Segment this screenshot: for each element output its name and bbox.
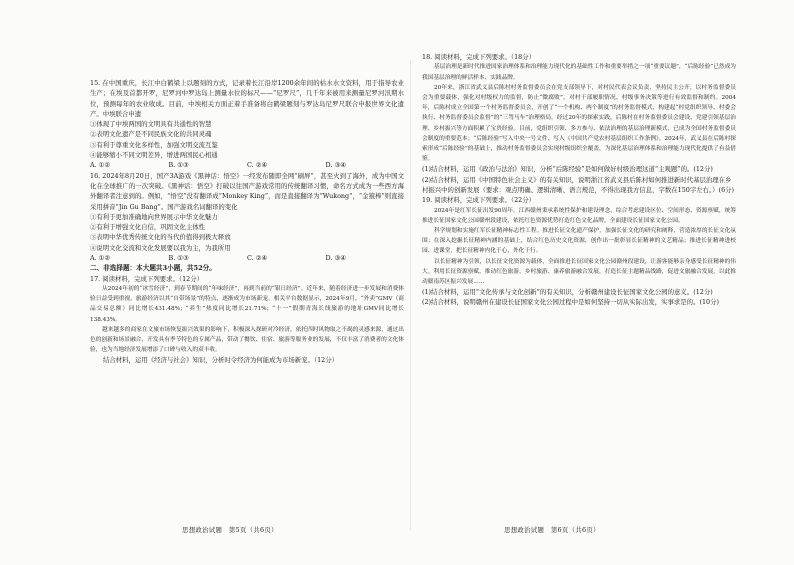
q17-material-para-2: 越来越多的商家在文旅市场恢复振兴效果的影响下，积极深入探研对冷经济，依托四时风物取之不竭的灵感来源，通过出色的创新和场景融合，开发具有季节特色的专属产品，带动了餐饮、住宿、旅游等服务业的发展，不仅丰富了消费者的文化体验，也为当地经济发展增添了口碑与收入的双丰收。 — [90, 326, 404, 354]
q19-ask-1: (1)结合材料，运用“文化传承与文化创新”的有关知识，分析赣州建设长征国家文化公园的意义。(12分) — [422, 288, 713, 297]
q17-material — [90, 284, 404, 355]
q15-item-1: ①体现了中埃两国的文明具有共通性的智慧 — [90, 120, 212, 129]
right-page-footer: 思想政治试题 第6页（共6页） — [504, 526, 600, 534]
q19-material-para-1: 2024年是红军长征出发90周年。江西赣州秉承系统性保护和建设理念，综合考虑建设区位、空间形态、资源禀赋，统筹推进长征国家文化公园赣州段建设，依托红色资源优势打造红色文化品牌，全面建设长征国家文化公园。 — [422, 207, 736, 224]
q16-stem: 16. 2024年8月20日，国产3A游戏《黑神话：悟空》一经发布随即全网“刷屏”，甚至火到了海外，成为中国文化在全球推广的一次突破。《黑神话：悟空》打破以往国产游戏常用的传统翻译习惯，命名方式成为一些西方海外翻译者注意到的。例如，“悟空”没有翻译成“Monkey King”，而是直接翻译为“Wukong”，“金箍棒”则直接采用拼音“Jin Gu Bang”。国产游戏名词翻译的变化 — [90, 171, 404, 211]
q16-item-2: ②有利于增强文化自信，巩固文化主体性 — [90, 223, 206, 232]
q19-material — [422, 206, 736, 288]
q16-options — [90, 253, 404, 263]
q17-material-para-1: 从2024年初的“冰雪经济”，到春节期间的“年味经济”，再到当前的“银日经济”。近年来，随着经济进一步发展和消费体验日益受到重视，旅游经济以其“自带场景”的特点，逐渐成为市场新宠。相关平台数据显示，2024年9月，“外卖”GMV（商品交易总额）同比增长431.48%；“养生”热度同比增长21.71%；“十一”假期青海长线旅游的地址GMV同比增长138.43%。 — [90, 285, 404, 323]
q17-title: 17. 阅读材料，完成下列要求。（12分） — [90, 274, 203, 283]
q18-ask-1: (1)结合材料，运用《政治与法治》知识，分析“后陈经验”是如何做好村级治理这道“主观题”的。(12分) — [422, 165, 713, 174]
q16-item-1: ①有利于更加准确地向世界展示中华文化魅力 — [90, 212, 218, 221]
q15-option-b: B. ①③ — [168, 161, 189, 170]
q15-option-c: C. ②④ — [247, 161, 268, 170]
left-page-footer: 思想政治试题 第5页（共6页） — [182, 526, 278, 534]
q19-title: 19. 阅读材料，完成下列要求。（22分） — [422, 196, 535, 205]
q18-title: 18. 阅读材料，完成下列要求。（18分） — [422, 53, 535, 61]
question-15 — [90, 78, 404, 160]
q16-item-3: ③表明中华优秀传统文化的当代价值得到极大释放 — [90, 233, 231, 242]
q15-item-4: ④能够缩小不同文明差异，增进两国民心相通 — [90, 151, 218, 160]
q15-option-d: D. ③④ — [325, 161, 346, 170]
q16-option-a: A. ①② — [90, 254, 111, 263]
q16-option-c: C. ②④ — [247, 254, 268, 263]
q15-options — [90, 160, 404, 170]
q18-ask-2: (2)结合材料，运用《中国特色社会主义》的有关知识，说明浙江省武义县后陈村如何推进新时代基层治理在乡村振兴中的创新发展（要求：观点明确、逻辑清晰、语言规范，不得出现我方信息，字数在150字左右。）(6分) — [422, 175, 735, 194]
q16-option-b: B. ①③ — [168, 254, 189, 263]
q15-item-3: ③有利于尊重文化多样性，加强文明交流互鉴 — [90, 140, 218, 149]
q19-material-para-3: 以长征精神为引领，以长征文化资源为载体，全面推进长征国家文化公园赣州段建设，让游客能够亲身感受长征精神的伟大。利用长征资源禀赋，推动红色旅游、乡村旅游、康养旅游融合发展，打造长征主题精品线路，促进文旅融合发展，以此推动赣南苏区振兴发展…… — [422, 258, 736, 285]
question-18 — [422, 52, 736, 62]
q15-stem: 15. 在中国重庆，长江中白鹤梁上以题刻的方式，记录着长江沿岸1200余年间的枯水水文资料，用于指导农业生产；在埃及首都开罗，尼罗河中罗达岛上测量水位的标尺——“尼罗尺”，几千年来被用来测量尼罗河汛期水位，预测每年的农业收成。目前，中埃相关方面正着手准备将白鹤梁题刻与罗达岛尼罗尺联合申报世界文化遗产。中埃联合申遗 — [90, 79, 404, 118]
q16-item-4: ④说明文化交流和文化发展要以我为主，为我所用 — [90, 243, 231, 252]
q18-material-para-1: 基层治理是新时代推进国家治理体系和治理能力现代化的基础性工作和重要举措之一项“重要议题”，“后陈经验”已然成为我国基层治理的鲜活样本、实践品牌。 — [422, 64, 736, 81]
q19-material-para-2: 科学规划和实施红军长征精神标志性工程。推进长征文化遗产保护，加强长征文化的研究和阐释，营造浓厚的长征文化氛围；在深入挖掘长征精神内涵的基础上，结合红色历史文化资源，创作出一批彰显长征精神的文艺精品；推进长征精神进校园、进课堂，把长征精神内化于心、外化于行。 — [422, 227, 736, 255]
q16-option-d: D. ③④ — [325, 254, 346, 263]
left-page — [82, 0, 412, 565]
q18-material-para-2: 20年来，浙江省武义县后陈村村务监督委员会在党支部领导下，对村民代表会议负责，坚持民主公开，以村务监督委员会为重要载体，强化对村级权力的监督，防止“微腐败”，对村干部履职情况、村级事务决策等进行有效监督和制约。2004年，后陈村成立全国第一个村务监督委员会，开创了“一个机构、两个制度”的村务监督模式，构建起“村党组织领导、村委会执行、村务监督委员会监督”的“三驾马车”治理格局。经过20年的探索实践，后陈村在村务监督委员会建设、党建引领基层治理、乡村振兴等方面积累了宝贵经验。目前，党组织引领、多方参与、依法治理的基层治理新模式，已成为全国村务监督委员会制度的重要范本；“后陈经验”写入中央一号文件、写入《中国共产党农村基层组织工作条例》。2024年，武义县在后陈村探索形成“后陈经验”的基础上，推动村务监督委员会实现村级组织全覆盖，为深化基层治理体系和治理能力现代化提供了有益借鉴。 — [422, 84, 736, 163]
q17-ask: 结合材料，运用《经济与社会》知识，分析时令经济为何能成为市场新宠。（12分） — [103, 356, 338, 365]
q15-item-2: ②表明文化遗产是不同民族文化的共同灵魂 — [90, 130, 212, 139]
q15-option-a: A. ①② — [90, 161, 111, 170]
section-2-heading: 二、非选择题：本大题共3小题，共52分。 — [90, 264, 216, 273]
question-16 — [90, 171, 404, 253]
q18-material — [422, 62, 736, 164]
right-page — [414, 0, 744, 565]
q19-ask-2: (2)结合材料，说明赣州在建设长征国家文化公园过程中是如何坚持一切从实际出发，实事求是的。(10分) — [422, 298, 719, 307]
question-17 — [90, 274, 404, 284]
question-19 — [422, 195, 736, 205]
